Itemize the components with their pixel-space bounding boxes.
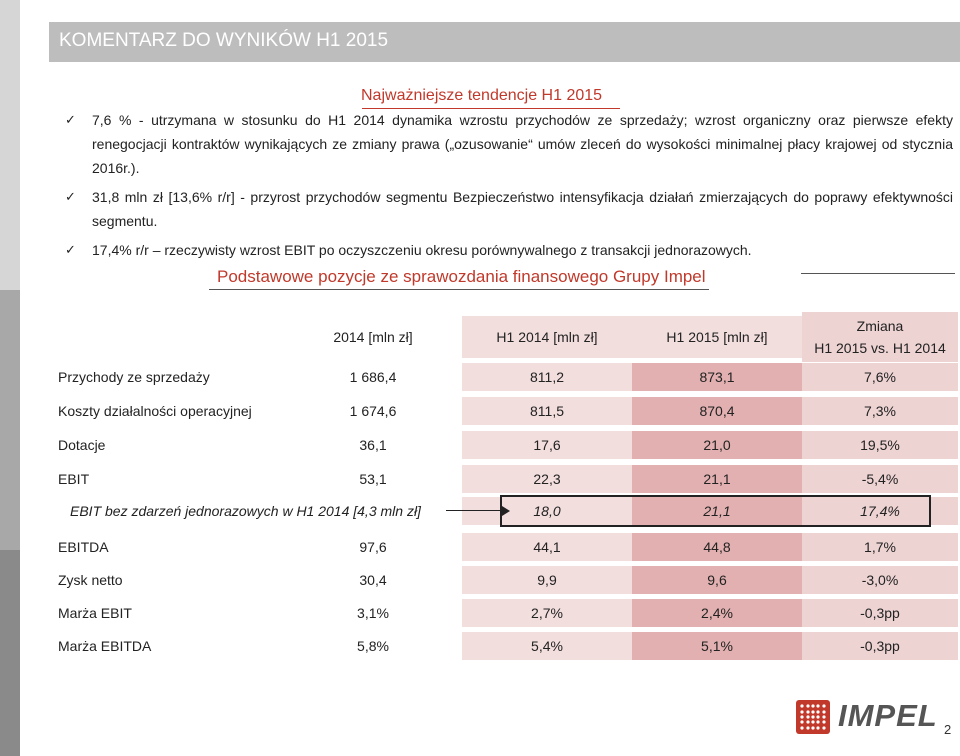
row-value-h1-2014: 811,2 bbox=[462, 363, 632, 391]
ebit-adjusted-arrow-line bbox=[446, 510, 502, 511]
row-value-change: -5,4% bbox=[802, 465, 958, 493]
row-value-2014: 36,1 bbox=[359, 437, 387, 453]
row-value-2014: 1 686,4 bbox=[349, 369, 397, 385]
row-value-2014: 5,8% bbox=[357, 638, 389, 654]
row-label: Dotacje bbox=[58, 437, 106, 453]
row-label: Przychody ze sprzedaży bbox=[58, 369, 210, 385]
row-value-2014: 3,1% bbox=[357, 605, 389, 621]
trend-bullet-text: 17,4% r/r – rzeczywisty wzrost EBIT po oczyszczeniu okresu porównywalnego z transakcji jednorazowych. bbox=[92, 242, 752, 258]
row-label: Koszty działalności operacyjnej bbox=[58, 403, 252, 419]
row-value-2014: 53,1 bbox=[359, 471, 387, 487]
row-value-h1-2015: 870,4 bbox=[632, 397, 802, 425]
trend-bullet-1 bbox=[65, 108, 953, 180]
row-value-h1-2014: 17,6 bbox=[462, 431, 632, 459]
trend-bullet-3 bbox=[65, 238, 953, 262]
row-value-h1-2014: 18,0 bbox=[462, 497, 632, 525]
row-label: EBIT bez zdarzeń jednorazowych w H1 2014 [4,3 mln zł] bbox=[70, 503, 421, 519]
row-value-h1-2015: 5,1% bbox=[632, 632, 802, 660]
table-heading: Podstawowe pozycje ze sprawozdania finansowego Grupy Impel bbox=[217, 267, 706, 286]
row-value-h1-2014: 5,4% bbox=[462, 632, 632, 660]
table-row bbox=[0, 397, 960, 425]
row-value-h1-2015: 44,8 bbox=[632, 533, 802, 561]
col-header-change bbox=[802, 312, 958, 362]
row-value-h1-2015: 21,1 bbox=[632, 497, 802, 525]
row-label: EBIT bbox=[58, 471, 90, 487]
row-value-h1-2014: 22,3 bbox=[462, 465, 632, 493]
slide-title-bar bbox=[49, 22, 960, 62]
table-row bbox=[0, 363, 960, 391]
row-value-h1-2014: 811,5 bbox=[462, 397, 632, 425]
page-number: 2 bbox=[944, 722, 952, 737]
impel-logo-text: IMPEL bbox=[838, 698, 938, 733]
checkmark-icon: ✓ bbox=[65, 242, 76, 257]
col-header-h1-2015: H1 2015 [mln zł] bbox=[632, 316, 802, 358]
row-value-change: 7,3% bbox=[802, 397, 958, 425]
table-row bbox=[0, 632, 960, 660]
row-value-h1-2015: 21,1 bbox=[632, 465, 802, 493]
trend-bullet-text: 31,8 mln zł [13,6% r/r] - przyrost przychodów segmentu Bezpieczeństwo intensyfikacja działań zmierzających do poprawy efektywności segmentu. bbox=[92, 189, 953, 229]
row-label: EBITDA bbox=[58, 539, 109, 555]
checkmark-icon: ✓ bbox=[65, 189, 76, 204]
checkmark-icon: ✓ bbox=[65, 112, 76, 127]
table-row bbox=[0, 431, 960, 459]
row-value-h1-2015: 873,1 bbox=[632, 363, 802, 391]
row-label: Marża EBIT bbox=[58, 605, 132, 621]
row-value-h1-2014: 9,9 bbox=[462, 566, 632, 594]
ebit-adjusted-highlight-box bbox=[500, 495, 931, 527]
table-heading-rule-left bbox=[209, 289, 709, 290]
table-row bbox=[0, 533, 960, 561]
row-value-change: -0,3pp bbox=[802, 632, 958, 660]
row-value-h1-2014: 44,1 bbox=[462, 533, 632, 561]
row-label: Zysk netto bbox=[58, 572, 123, 588]
table-row bbox=[0, 566, 960, 594]
col-header-change-line2: H1 2015 vs. H1 2014 bbox=[814, 340, 946, 356]
trends-heading: Najważniejsze tendencje H1 2015 bbox=[361, 87, 603, 104]
trend-bullet-2 bbox=[65, 185, 953, 233]
arrow-right-icon bbox=[502, 506, 510, 516]
table-row bbox=[0, 465, 960, 493]
row-value-h1-2015: 21,0 bbox=[632, 431, 802, 459]
trend-bullet-text: 7,6 % - utrzymana w stosunku do H1 2014 dynamika wzrostu przychodów ze sprzedaży; wzrost organiczny oraz pierwsze efekty renegocjacji kontraktów wynikających ze zmiany prawa („ozusowanie“ umów zleceń do wysokości minimalnej płacy krajowej od stycznia 2016r.). bbox=[92, 112, 953, 176]
table-row bbox=[0, 599, 960, 627]
row-value-h1-2014: 2,7% bbox=[462, 599, 632, 627]
row-value-2014: 30,4 bbox=[359, 572, 387, 588]
table-heading-rule-right bbox=[801, 273, 955, 274]
row-value-change: 19,5% bbox=[802, 431, 958, 459]
row-value-change: 7,6% bbox=[802, 363, 958, 391]
row-value-change: -3,0% bbox=[802, 566, 958, 594]
row-value-2014: 1 674,6 bbox=[349, 403, 397, 419]
row-value-2014: 97,6 bbox=[359, 539, 387, 555]
slide-title: KOMENTARZ DO WYNIKÓW H1 2015 bbox=[59, 30, 389, 51]
row-value-change: -0,3pp bbox=[802, 599, 958, 627]
row-value-h1-2015: 9,6 bbox=[632, 566, 802, 594]
impel-logo-icon bbox=[796, 700, 830, 734]
row-value-h1-2015: 2,4% bbox=[632, 599, 802, 627]
row-label: Marża EBITDA bbox=[58, 638, 152, 654]
col-header-2014: 2014 [mln zł] bbox=[333, 329, 413, 345]
col-header-h1-2014: H1 2014 [mln zł] bbox=[462, 316, 632, 358]
left-stripe-top bbox=[0, 0, 20, 290]
col-header-change-line1: Zmiana bbox=[856, 318, 904, 334]
row-value-change: 1,7% bbox=[802, 533, 958, 561]
row-value-change: 17,4% bbox=[802, 497, 958, 525]
